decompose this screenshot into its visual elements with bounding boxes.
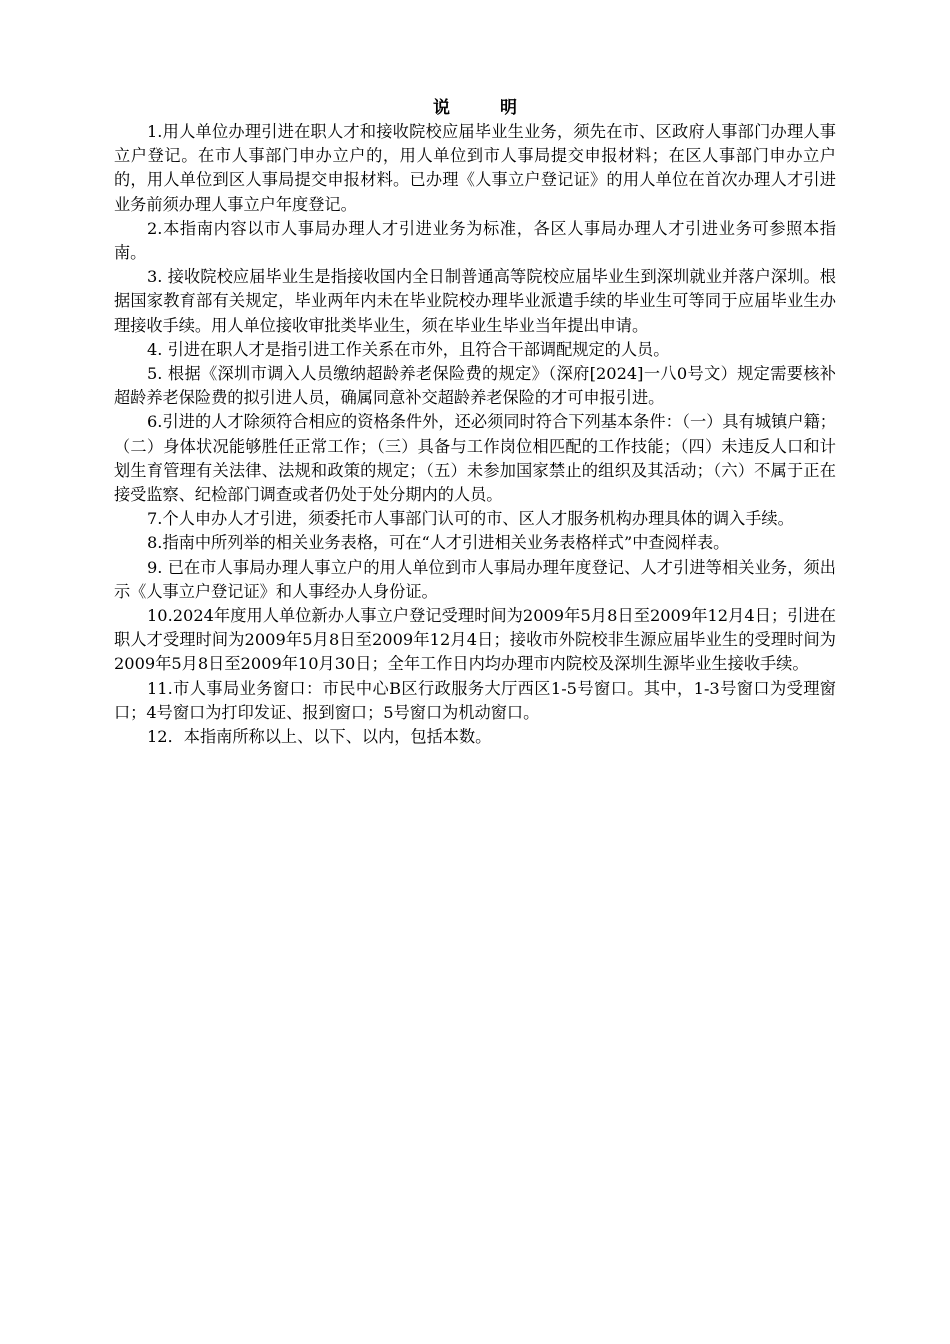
document-title: 说 明 — [433, 98, 539, 118]
paragraph-11: 11.市人事局业务窗口：市民中心B区行政服务大厅西区1-5号窗口。其中，1-3号窗口为受理窗口；4号窗口为打印发证、报到窗口；5号窗口为机动窗口。 — [114, 678, 836, 722]
paragraph-7: 7.个人申办人才引进，须委托市人事部门认可的市、区人才服务机构办理具体的调入手续。 — [147, 509, 794, 529]
paragraph-10: 10.2024年度用人单位新办人事立户登记受理时间为2009年5月8日至2009年12月4日；引进在职人才受理时间为2009年5月8日至2009年12月4日；接收市外院校非生源应届毕业生的受理时间为2009年5月8日至2009年10月30日；全年工作日内均办理市内院校及深圳生源毕业生接收手续。 — [114, 606, 836, 674]
paragraph-1: 1.用人单位办理引进在职人才和接收院校应届毕业生业务，须先在市、区政府人事部门办理人事立户登记。在市人事部门申办立户的，用人单位到市人事局提交申报材料；在区人事部门申办立户的，用人单位到区人事局提交申报材料。已办理《人事立户登记证》的用人单位在首次办理人才引进业务前须办理人事立户年度登记。 — [114, 122, 836, 214]
paragraph-2: 2.本指南内容以市人事局办理人才引进业务为标准，各区人事局办理人才引进业务可参照本指南。 — [114, 218, 836, 263]
document-page — [114, 96, 836, 749]
paragraph-8: 8.指南中所列举的相关业务表格，可在“人才引进相关业务表格样式”中查阅样表。 — [147, 533, 730, 553]
paragraph-6: 6.引进的人才除须符合相应的资格条件外，还必须同时符合下列基本条件：（一）具有城镇户籍；（二）身体状况能够胜任正常工作；（三）具备与工作岗位相匹配的工作技能；（四）未违反人口和计划生育管理有关法律、法规和政策的规定；（五）未参加国家禁止的组织及其活动；（六）不属于正在接受监察、纪检部门调查或者仍处于处分期内的人员。 — [114, 412, 836, 505]
paragraph-12: 12．本指南所称以上、以下、以内，包括本数。 — [147, 727, 492, 747]
paragraph-4: 4. 引进在职人才是指引进工作关系在市外，且符合干部调配规定的人员。 — [147, 339, 670, 359]
paragraph-5: 5. 根据《深圳市调入人员缴纳超龄养老保险费的规定》（深府[2024]一八0号文）规定需要核补超龄养老保险费的拟引进人员，确属同意补交超龄养老保险的才可申报引进。 — [114, 364, 836, 408]
paragraph-3: 3. 接收院校应届毕业生是指接收国内全日制普通高等院校应届毕业生到深圳就业并落户深圳。根据国家教育部有关规定，毕业两年内未在毕业院校办理毕业派遣手续的毕业生可等同于应届毕业生办理接收手续。用人单位接收审批类毕业生，须在毕业生毕业当年提出申请。 — [114, 267, 836, 335]
paragraph-9: 9. 已在市人事局办理人事立户的用人单位到市人事局办理年度登记、人才引进等相关业务，须出示《人事立户登记证》和人事经办人身份证。 — [114, 557, 836, 601]
